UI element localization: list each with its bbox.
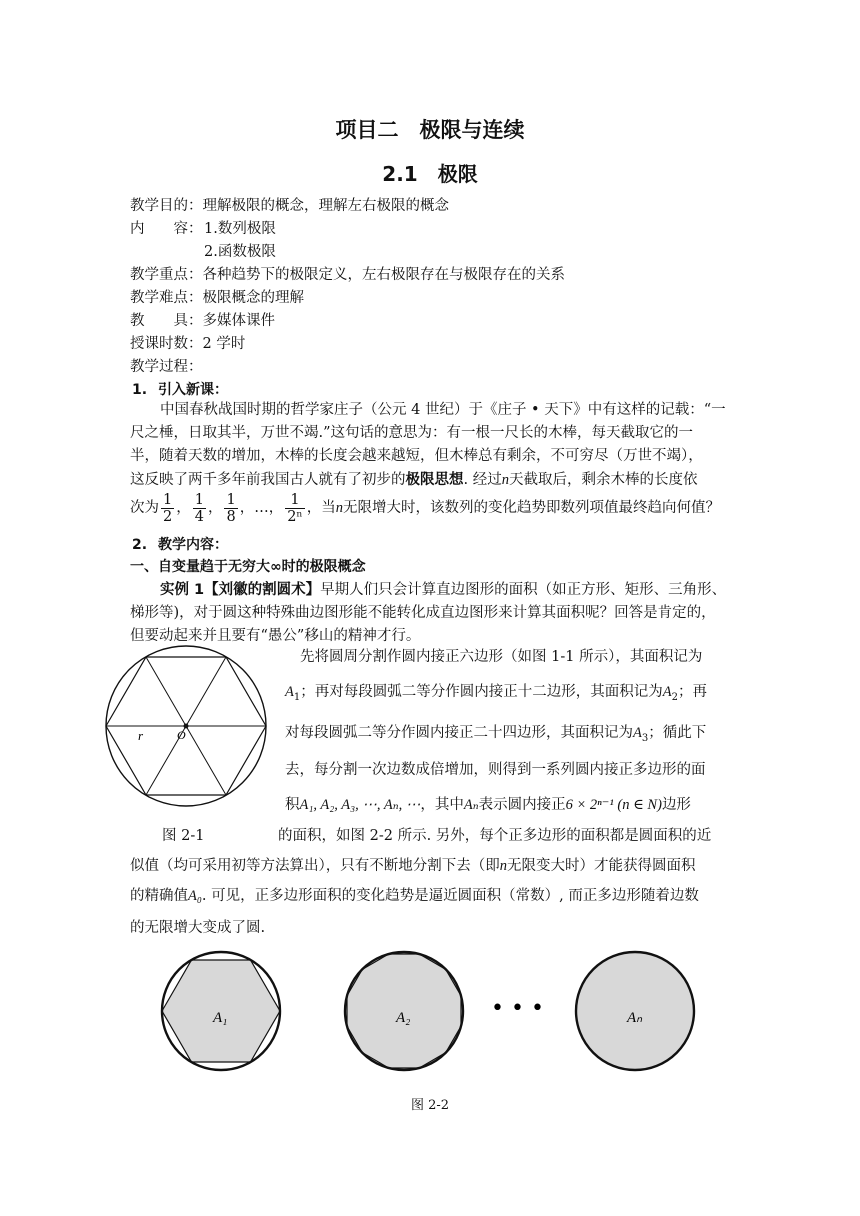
right-line-3: 对每段圆弧二等分作圆内接正二十四边形，其面积记为$A_3$；循此下	[285, 725, 707, 744]
intro-line-3: 半，随着天数的增加，木棒的长度会越来越短，但木棒总有剩余，不可穷尽（万世不竭），	[130, 448, 703, 464]
content-item-2: 2.函数极限	[204, 244, 276, 260]
example-line-1: 实例 1【刘徽的割圆术】早期人们只会计算直边图形的面积（如正方形、矩形、三角形、	[160, 582, 727, 598]
figure-2-2-caption: 图 2-2	[410, 1098, 450, 1113]
ellipsis: • • •	[491, 996, 544, 1021]
intro-heading-num: 1.	[132, 382, 148, 398]
intro-line-1: 中国春秋战国时期的哲学家庄子（公元 4 世纪）于《庄子 • 天下》中有这样的记载：“一	[160, 402, 726, 418]
label-a2: A₂	[396, 1010, 411, 1026]
fraction-1-2: $\frac{1}{2}$	[163, 491, 173, 525]
label-a1: A₁	[213, 1010, 228, 1026]
fraction-1-8: $\frac{1}{8}$	[226, 491, 236, 525]
fraction-1-4: $\frac{1}{4}$	[194, 491, 204, 525]
teaching-purpose: 教学目的：理解极限的概念，理解左右极限的概念	[130, 198, 449, 214]
example-label: 实例 1【刘徽的割圆术】	[160, 582, 321, 598]
right-line-2: $A_1$；再对每段圆弧二等分作圆内接正十二边形，其面积记为$A_2$；再	[285, 684, 707, 703]
intro-line-5: 次为 $\frac{1}{2}$ ， $\frac{1}{4}$ ， $\frac{1}{8}$ ，…， $\frac{1}{\text{2ⁿ}}$ ，当n无限增大时，该数列的变化趋势即数列项值最终趋向何值？	[130, 491, 720, 525]
follow-line-1: 的面积，如图 2-2 所示. 另外，每个正多边形的面积都是圆面积的近	[278, 828, 712, 844]
label-an: Aₙ	[627, 1010, 643, 1026]
teaching-process: 教学过程：	[130, 359, 203, 375]
content-item-1: 1.数列极限	[204, 221, 276, 237]
teaching-key: 教学重点：各种趋势下的极限定义，左右极限存在与极限存在的关系	[130, 267, 565, 283]
content-label: 内 容：	[130, 221, 203, 237]
follow-line-2: 似值（均可采用初等方法算出），只有不断地分割下去（即n无限变大时）才能获得圆面积	[130, 858, 696, 874]
follow-line-4: 的无限增大变成了圆.	[130, 920, 266, 936]
right-line-4: 去，每分割一次边数成倍增加，则得到一系列圆内接正多边形的面	[285, 762, 706, 778]
intro-line-2: 尺之棰，日取其半，万世不竭.”这句话的意思为：有一根一尺长的木棒，每天截取它的一	[130, 425, 694, 441]
page-title: 项目二 极限与连续	[335, 118, 525, 142]
follow-line-3: 的精确值A₀. 可见，正多边形面积的变化趋势是逼近圆面积（常数）, 而正多边形随着边数	[130, 888, 699, 904]
limit-idea: 极限思想	[405, 472, 464, 488]
example-line-3: 但要动起来并且要有“愚公”移山的精神才行。	[130, 628, 421, 644]
teaching-difficulty: 教学难点：极限概念的理解	[130, 290, 304, 306]
content-heading-num: 2.	[132, 537, 148, 553]
right-line-1: 先将圆周分割作圆内接正六边形（如图 1-1 所示），其面积记为	[300, 649, 703, 665]
figure-2-1-caption: 图 2-1	[162, 828, 205, 844]
right-line-5: 积A₁, A₂, A₃, ⋯, Aₙ, ⋯，其中Aₙ表示圆内接正6 × 2ⁿ⁻¹ (n ∈ N)边形	[285, 797, 691, 813]
content-heading: 教学内容：	[158, 537, 228, 553]
intro-line-4: 这反映了两千多年前我国古人就有了初步的极限思想. 经过n天截取后，剩余木棒的长度依	[130, 472, 698, 488]
section-title: 2.1 极限	[382, 162, 478, 186]
fraction-1-2n: $\frac{1}{\text{2ⁿ}}$	[287, 491, 303, 525]
radius-label: r	[138, 728, 144, 743]
teaching-tools: 教 具：多媒体课件	[130, 313, 275, 329]
center-label: O	[177, 728, 186, 742]
intro-heading: 引入新课：	[158, 382, 228, 398]
subsection-heading: 一、自变量趋于无穷大∞时的极限概念	[130, 559, 366, 575]
example-line-2: 梯形等)，对于圆这种特殊曲边图形能不能转化成直边图形来计算其面积呢？回答是肯定的，	[130, 605, 716, 621]
figure-hexagon-in-circle	[104, 644, 270, 810]
figure-2-2	[150, 940, 710, 1082]
teaching-hours: 授课时数：2 学时	[130, 336, 246, 352]
